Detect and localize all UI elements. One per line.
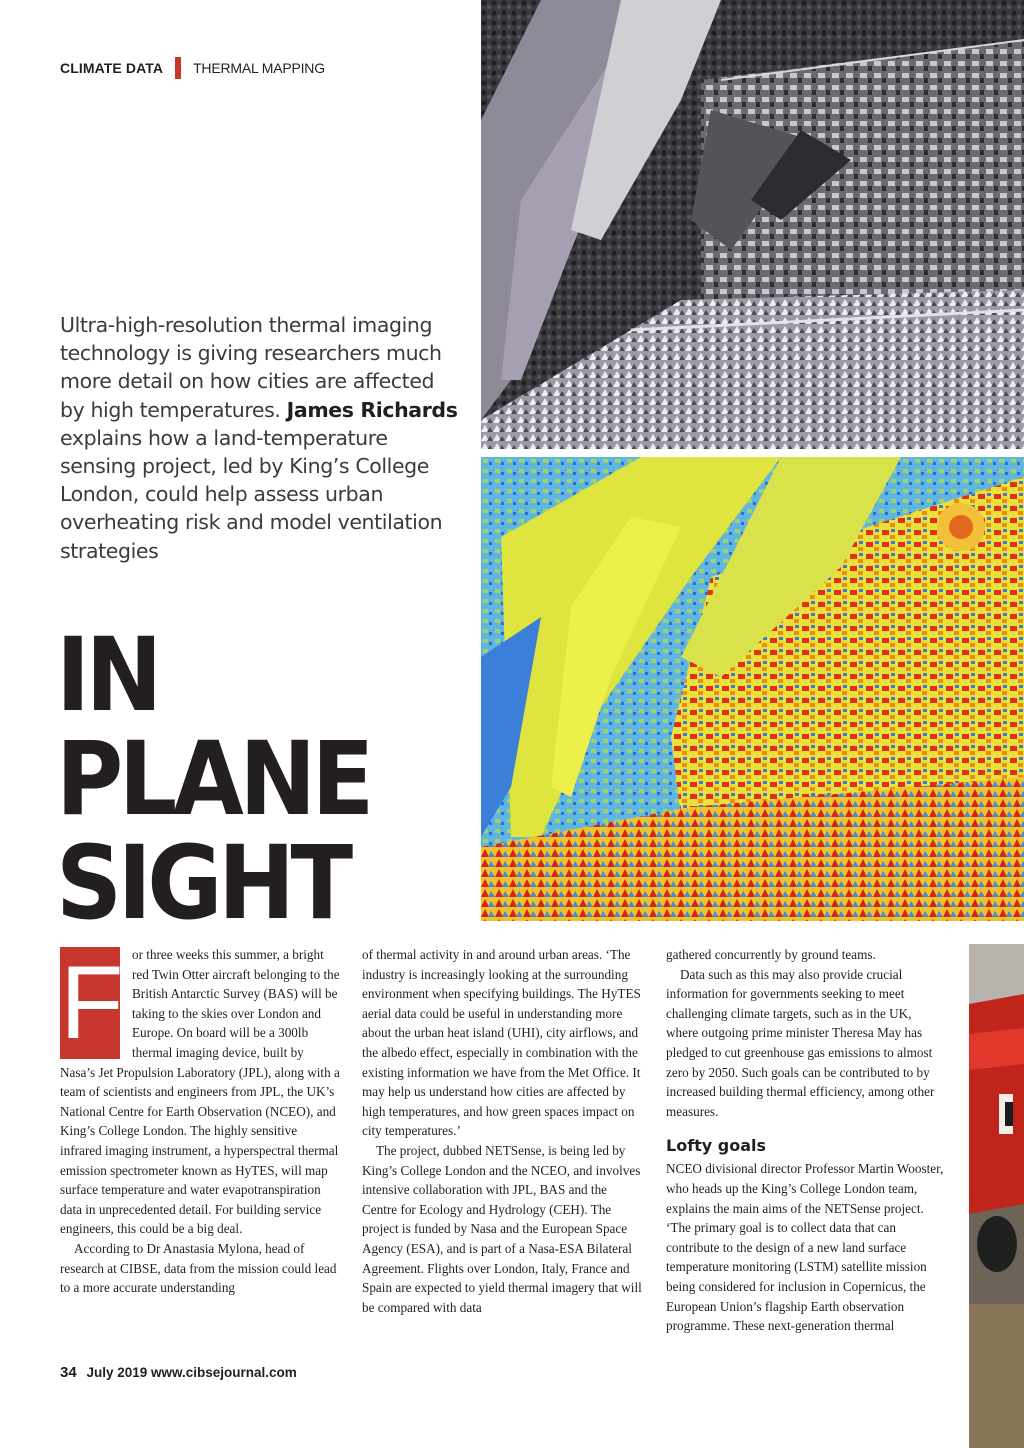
headline-line-3: SIGHT	[56, 824, 349, 943]
subsection-label: THERMAL MAPPING	[193, 60, 325, 76]
body-paragraph: Data such as this may also provide crucial information for governments seeking to meet challenging climate targets, such as in the UK, where outgoing prime minister Theresa May has pledged to cut greenhouse gas emissions to almost zero by 2050. Such goals can be contributed to by increased building thermal efficiency, among other measures.	[666, 966, 935, 1119]
body-paragraph: The project, dubbed NETSense, is being led by King’s College London and the NCEO, and involves intensive collaboration with JPL, BAS and the Centre for Ecology and Hydrology (CEH). The project is funded by Nasa and the European Space Agency (ESA), and is part of a Nasa-ESA Bilateral Agreement. Flights over London, Italy, France and Spain are expected to yield thermal imagery that will be compared with data	[362, 1142, 642, 1315]
standfirst-rest: explains how a land-temperature sensing project, led by King’s College London, could help assess urban overheating risk and model ventilation strategies	[60, 425, 443, 563]
kicker-divider	[175, 57, 181, 79]
headline	[56, 616, 405, 943]
subheading: Lofty goals	[666, 1136, 767, 1156]
section-kicker	[60, 57, 325, 79]
body-paragraph: According to Dr Anastasia Mylona, head of research at CIBSE, data from the mission could lead to a more accurate understanding	[60, 1240, 337, 1296]
author-name: James Richards	[286, 397, 458, 422]
headline-line-2: PLANE	[56, 720, 370, 839]
thermal-map-image	[481, 457, 1024, 921]
body-column-3	[666, 945, 946, 1336]
aerial-photo-visible	[481, 0, 1024, 449]
headline-line-1: IN	[56, 616, 158, 735]
page-footer	[60, 1364, 297, 1381]
page-number: 34	[60, 1364, 77, 1381]
standfirst-lead: Ultra-high-resolution thermal imaging technology is giving researchers much more detail on how cities are affected by high temperatures.	[60, 313, 442, 422]
body-paragraph: of thermal activity in and around urban areas. ‘The industry is increasingly looking at the surrounding environment when specifying buildings. The HyTES aerial data could be useful in understanding more about the urban heat island (UHI), city airflows, and the albedo effect, especially in combination with the existing information we have from the Met Office. It may help us understand how cities are affected by high temperatures, and how green spaces impact on city temperatures.’	[362, 947, 641, 1139]
section-label: CLIMATE DATA	[60, 60, 164, 76]
body-paragraph: F or three weeks this summer, a bright red Twin Otter aircraft belonging to the British Antarctic Survey (BAS) will be taking to the skies over London and Europe. On board will be a 300lb thermal imaging device, built by Nasa’s Jet Propulsion Laboratory (JPL), along with a team of scientists and engineers from JPL, the UK’s National Centre for Earth Observation (NCEO), and King’s College London. The highly sensitive infrared imaging instrument, a hyperspectral thermal emission spectrometer known as HyTES, will map surface temperature and water evapotranspiration data in unprecedented detail. For building service engineers, this could be a big deal.	[60, 945, 340, 1237]
drop-cap: F	[60, 945, 124, 1061]
aircraft-photo	[969, 944, 1024, 1448]
standfirst	[60, 311, 460, 565]
body-paragraph: NCEO divisional director Professor Martin Wooster, who heads up the King’s College London team, explains the main aims of the NETSense project. ‘The primary goal is to collect data that can contribute to the design of a new land surface temperature monitoring (LSTM) satellite mission being considered for inclusion in Copernicus, the European Union’s flagship Earth observation programme. These next-generation thermal	[666, 1161, 944, 1334]
body-column-1	[60, 945, 340, 1298]
body-paragraph: gathered concurrently by ground teams.	[666, 947, 876, 962]
issue-date: July 2019	[86, 1365, 148, 1380]
website-link[interactable]: www.cibsejournal.com	[151, 1365, 297, 1380]
body-column-2	[362, 945, 642, 1317]
